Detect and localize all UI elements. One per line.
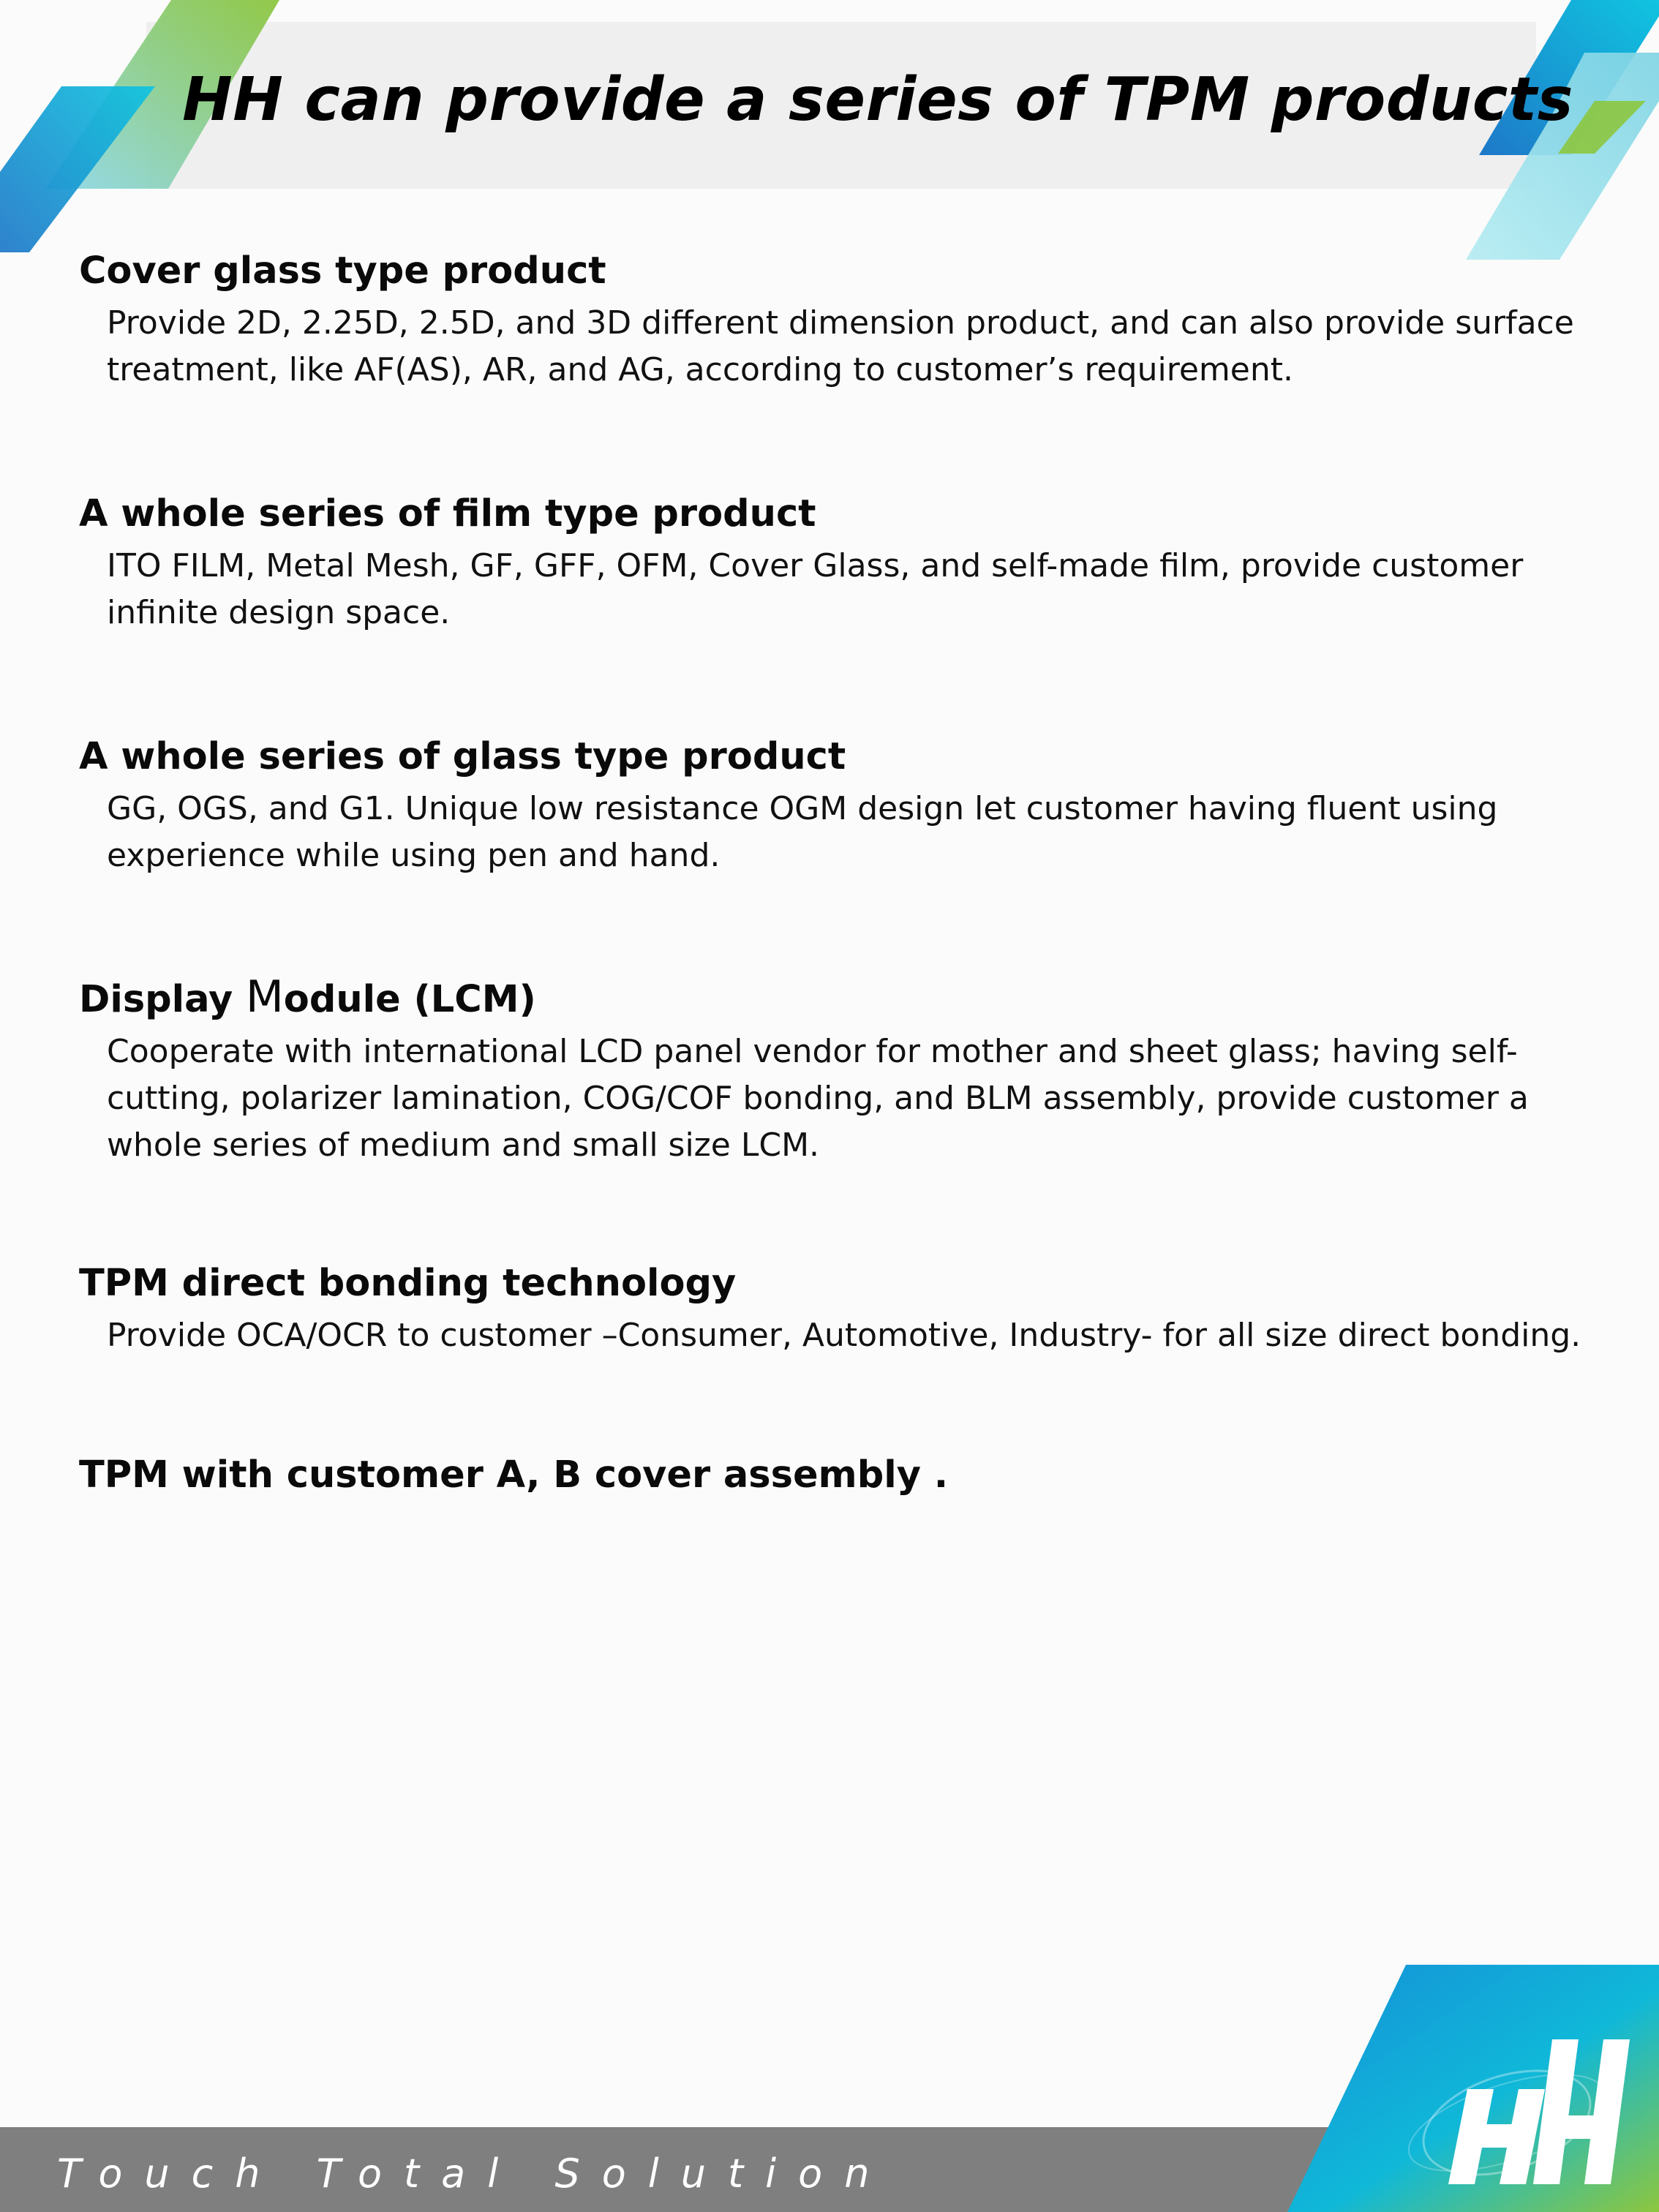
section-glass-type xyxy=(79,731,1630,879)
section-body: Provide 2D, 2.25D, 2.5D, and 3D different dimension product, and can also provide surface treatment, like AF(AS), AR, and AG, according to customer’s requirement. xyxy=(107,304,1574,388)
section-display-module xyxy=(79,971,1630,1169)
section-heading: A whole series of film type product xyxy=(79,492,816,535)
heading-part: Display xyxy=(79,978,247,1021)
section-cover-glass xyxy=(79,246,1630,394)
section-direct-bonding xyxy=(79,1258,1630,1359)
section-cover-assembly xyxy=(79,1450,1630,1501)
section-body: Provide OCA/OCR to customer –Consumer, Automotive, Industry- for all size direct bonding. xyxy=(107,1317,1581,1354)
heading-part: odule (LCM) xyxy=(283,978,536,1021)
page-title: HH can provide a series of TPM products xyxy=(182,65,1573,135)
section-film-type xyxy=(79,489,1630,636)
section-body: GG, OGS, and G1. Unique low resistance OGM design let customer having fluent using experience while using pen and hand. xyxy=(107,790,1498,874)
section-heading: A whole series of glass type product xyxy=(79,735,846,778)
section-heading: Cover glass type product xyxy=(79,249,606,293)
section-heading: TPM with customer A, B cover assembly . xyxy=(79,1453,949,1497)
hh-logo xyxy=(1287,1965,1659,2212)
section-heading xyxy=(79,971,1630,1026)
heading-part: M xyxy=(246,971,284,1023)
section-body: ITO FILM, Metal Mesh, GF, GFF, OFM, Cover Glass, and self-made film, provide customer infinite design space. xyxy=(107,547,1524,631)
footer-tagline: Touch Total Solution xyxy=(57,2151,892,2197)
section-heading: TPM direct bonding technology xyxy=(79,1262,737,1305)
section-body: Cooperate with international LCD panel vendor for mother and sheet glass; having self-cutting, polarizer lamination, COG/COF bonding, and BLM assembly, provide customer a whole series of medium and small size LCM. xyxy=(107,1033,1529,1164)
